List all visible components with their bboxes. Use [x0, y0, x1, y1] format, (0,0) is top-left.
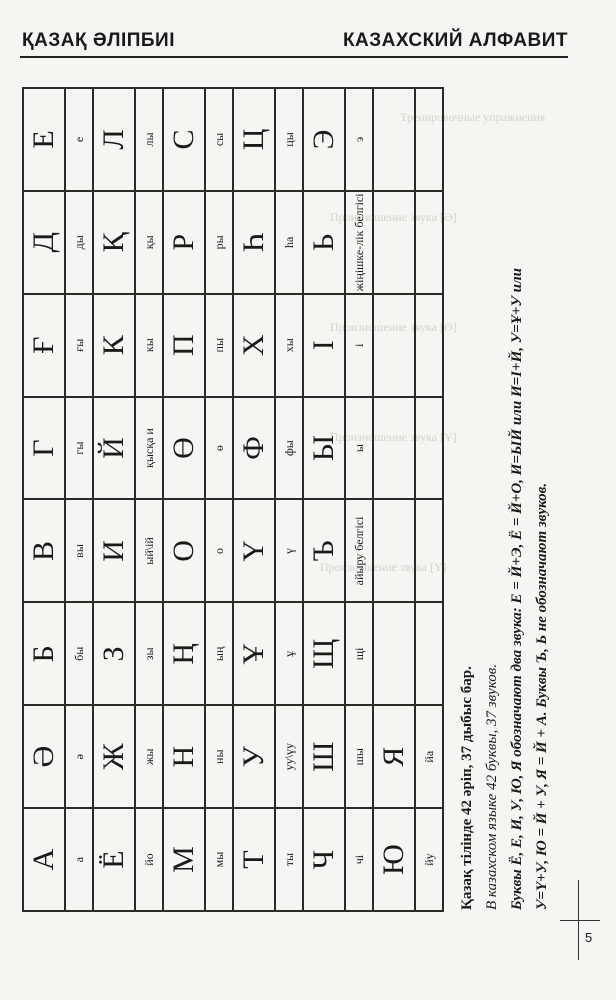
letter-cell: Н	[163, 705, 205, 808]
letter-name-cell: а	[65, 808, 93, 911]
letter-cell: Г	[23, 397, 65, 500]
letter-name-cell: ұ	[275, 602, 303, 705]
note-two-sounds: Буквы Ё, Е, И, У, Ю, Я обозначают два звука: Е = Й+Э, Ё = Й+О, И=ЫЙ или И=І+Й, У=Ұ+У или	[509, 268, 525, 910]
letter-name-cell: қы	[135, 191, 163, 294]
show-through-text: Тренировочные упражнения	[400, 110, 546, 124]
note-kazakh: Қазақ тілінде 42 әріп, 37 дыбыс бар.	[459, 666, 475, 910]
letter-name-cell: пы	[205, 294, 233, 397]
letter-cell: Я	[373, 705, 415, 808]
letter-name-cell: ый\ій	[135, 500, 163, 603]
letter-name-cell: ры	[205, 191, 233, 294]
letter-name-cell: ты	[275, 808, 303, 911]
letter-name-cell	[415, 500, 443, 603]
rotated-content	[22, 82, 582, 912]
note-two-sounds-continued: У=Ү+У, Ю = Й + У, Я = Й + А. Буквы Ъ, Ь не обозначают звуков.	[534, 482, 550, 910]
show-through-text: Произношение звука [Ә]	[330, 210, 457, 224]
letter-name-cell: бы	[65, 602, 93, 705]
letter-cell: Ы	[303, 397, 345, 500]
letter-name-cell: ы	[345, 397, 373, 500]
letter-cell: Ң	[163, 602, 205, 705]
letter-cell: Й	[93, 397, 135, 500]
letter-row	[93, 88, 135, 911]
letter-cell	[373, 191, 415, 294]
show-through-text: Произношение звука [Ү]	[320, 560, 447, 574]
letter-cell: Э	[303, 88, 345, 191]
letter-row	[373, 88, 415, 911]
name-row	[65, 88, 93, 911]
letter-cell: Ф	[233, 397, 275, 500]
letter-name-cell	[415, 397, 443, 500]
letter-row	[303, 88, 345, 911]
letter-name-cell: зы	[135, 602, 163, 705]
letter-name-cell: гы	[65, 397, 93, 500]
letter-cell: Л	[93, 88, 135, 191]
letter-cell: У	[233, 705, 275, 808]
letter-cell	[373, 500, 415, 603]
letter-cell	[373, 88, 415, 191]
letter-cell: Һ	[233, 191, 275, 294]
letter-name-cell	[415, 602, 443, 705]
letter-cell: З	[93, 602, 135, 705]
name-row	[135, 88, 163, 911]
letter-name-cell: о	[205, 500, 233, 603]
letter-name-cell: йа	[415, 705, 443, 808]
alphabet-table	[22, 87, 444, 912]
letter-name-cell: айыру белгісі	[345, 500, 373, 603]
letter-cell: Ш	[303, 705, 345, 808]
letter-cell: Ж	[93, 705, 135, 808]
letter-cell: Ө	[163, 397, 205, 500]
letter-name-cell: чі	[345, 808, 373, 911]
letter-row	[163, 88, 205, 911]
letter-cell: Е	[23, 88, 65, 191]
letter-name-cell	[415, 88, 443, 191]
letter-cell: Т	[233, 808, 275, 911]
letter-name-cell: щі	[345, 602, 373, 705]
letter-name-cell: фы	[275, 397, 303, 500]
letter-cell: Қ	[93, 191, 135, 294]
header-title-kazakh: ҚАЗАҚ ӘЛІПБИІ	[22, 30, 175, 51]
letter-cell: И	[93, 500, 135, 603]
letter-cell: Ц	[233, 88, 275, 191]
letter-row	[23, 88, 65, 911]
letter-cell: Х	[233, 294, 275, 397]
letter-name-cell: йо	[135, 808, 163, 911]
letter-cell: Ү	[233, 500, 275, 603]
letter-cell: В	[23, 500, 65, 603]
corner-rule	[560, 920, 600, 921]
letter-name-cell: жы	[135, 705, 163, 808]
letter-name-cell: қысқа и	[135, 397, 163, 500]
letter-name-cell: хы	[275, 294, 303, 397]
letter-cell: О	[163, 500, 205, 603]
letter-name-cell: ә	[65, 705, 93, 808]
letter-name-cell	[415, 294, 443, 397]
letter-cell	[373, 294, 415, 397]
letter-name-cell: ү	[275, 500, 303, 603]
letter-name-cell: шы	[345, 705, 373, 808]
show-through-text: Произношение звука [Ұ]	[330, 430, 457, 444]
name-row	[205, 88, 233, 911]
letter-cell	[373, 397, 415, 500]
letter-cell: Ұ	[233, 602, 275, 705]
letter-cell: Ь	[303, 191, 345, 294]
alphabet-notes	[458, 85, 558, 910]
letter-name-cell: ғы	[65, 294, 93, 397]
letter-name-cell: вы	[65, 500, 93, 603]
letter-name-cell: ө	[205, 397, 233, 500]
note-russian: В казахском языке 42 буквы, 37 звуков.	[484, 664, 500, 910]
letter-name-cell: ны	[205, 705, 233, 808]
letter-name-cell: жіңішке-лік белгісі	[345, 191, 373, 294]
letter-cell: Щ	[303, 602, 345, 705]
letter-cell	[373, 602, 415, 705]
name-row	[275, 88, 303, 911]
letter-cell: А	[23, 808, 65, 911]
letter-name-cell: і	[345, 294, 373, 397]
letter-cell: К	[93, 294, 135, 397]
letter-name-cell: йу	[415, 808, 443, 911]
letter-cell: І	[303, 294, 345, 397]
letter-cell: Ю	[373, 808, 415, 911]
letter-cell: Д	[23, 191, 65, 294]
letter-cell: П	[163, 294, 205, 397]
letter-name-cell: лы	[135, 88, 163, 191]
letter-name-cell: э	[345, 88, 373, 191]
letter-cell: Ә	[23, 705, 65, 808]
name-row	[345, 88, 373, 911]
letter-cell: Ч	[303, 808, 345, 911]
letter-cell: Ё	[93, 808, 135, 911]
letter-cell: Р	[163, 191, 205, 294]
letter-cell: М	[163, 808, 205, 911]
letter-cell: Ъ	[303, 500, 345, 603]
letter-name-cell: уу\үу	[275, 705, 303, 808]
letter-name-cell: мы	[205, 808, 233, 911]
letter-cell: Б	[23, 602, 65, 705]
page-number: 5	[585, 930, 593, 945]
page-header	[20, 26, 568, 58]
letter-name-cell	[415, 191, 443, 294]
letter-cell: Ғ	[23, 294, 65, 397]
letter-cell: С	[163, 88, 205, 191]
header-title-russian: КАЗАХСКИЙ АЛФАВИТ	[342, 30, 568, 51]
letter-name-cell: hа	[275, 191, 303, 294]
show-through-text: Произношение звука [Ө]	[330, 320, 457, 334]
letter-name-cell: цы	[275, 88, 303, 191]
letter-name-cell: е	[65, 88, 93, 191]
letter-name-cell: ың	[205, 602, 233, 705]
letter-row	[233, 88, 275, 911]
letter-name-cell: ды	[65, 191, 93, 294]
letter-name-cell: кы	[135, 294, 163, 397]
letter-name-cell: сы	[205, 88, 233, 191]
name-row	[415, 88, 443, 911]
